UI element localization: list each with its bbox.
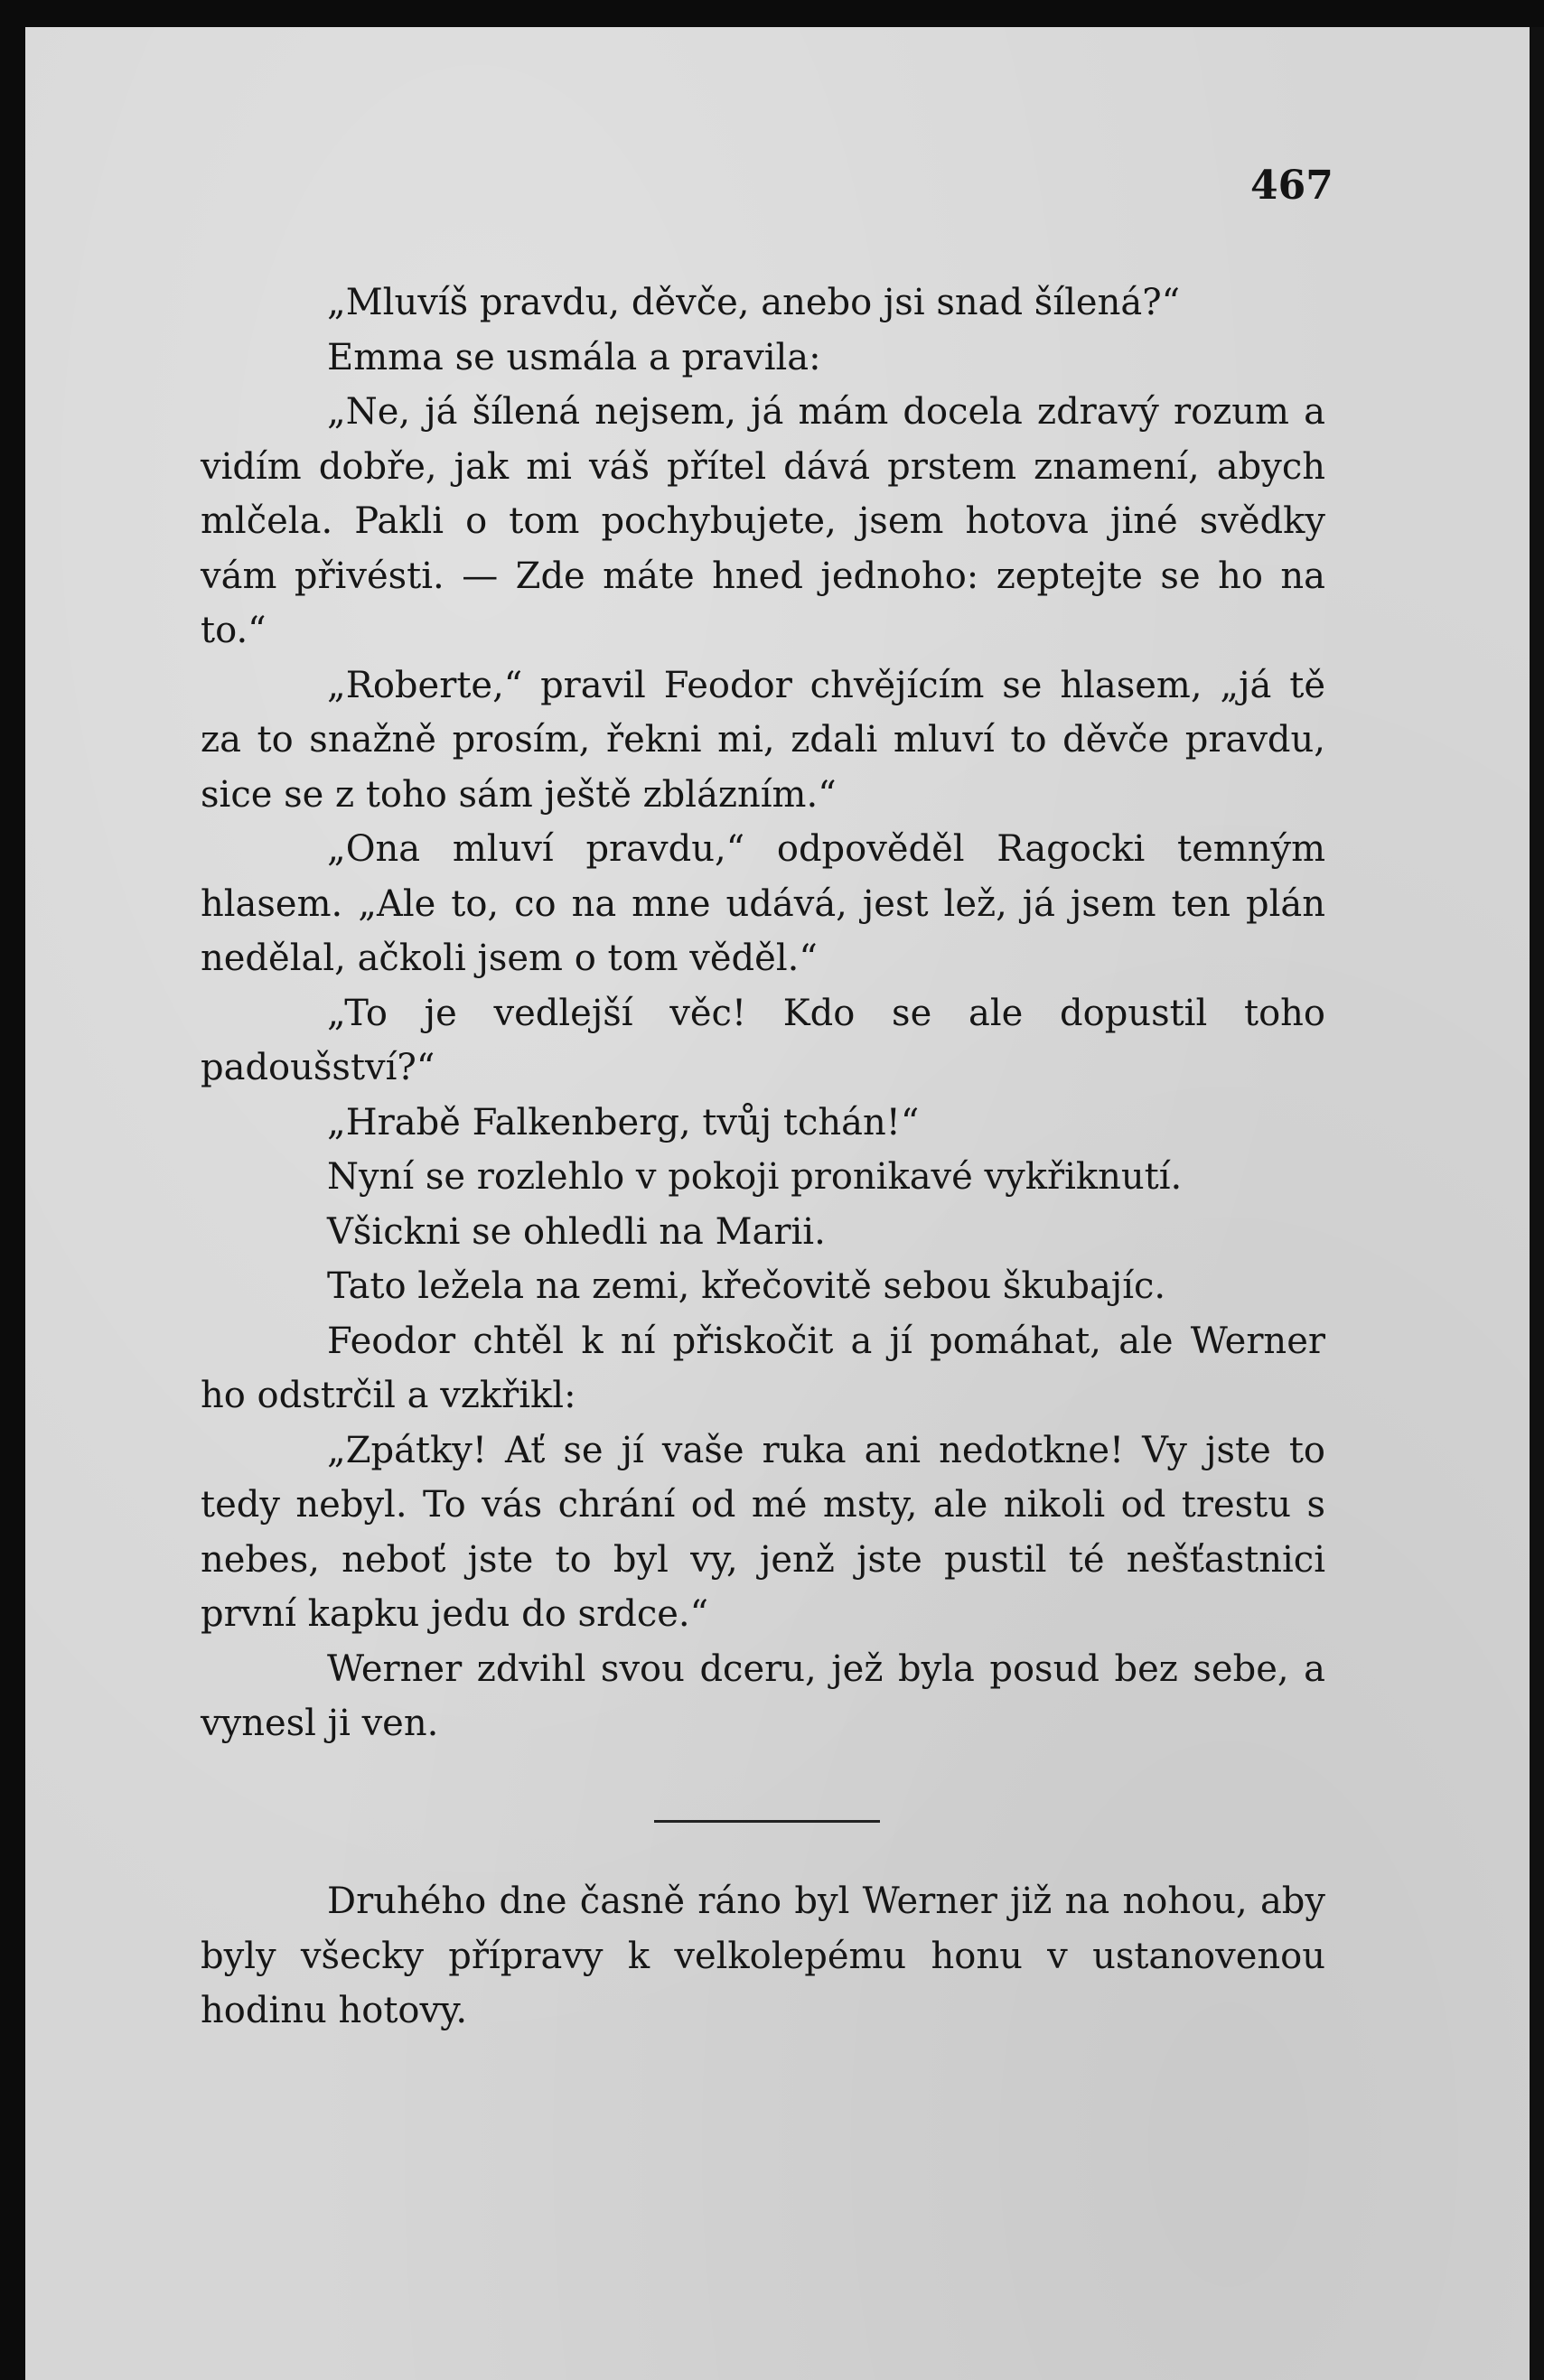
paragraph: „To je vedlejší věc! Kdo se ale dopustil toho padoušství?“ (201, 992, 1325, 1088)
scan-border-left (0, 0, 25, 2380)
paragraph: Všickni se ohledli na Marii. (327, 1210, 826, 1253)
scan-border-top (0, 0, 1544, 27)
paragraph: „Mluvíš pravdu, děvče, anebo jsi snad šílená?“ (327, 282, 1181, 323)
section-divider (654, 1820, 880, 1823)
paragraph: Werner zdvihl svou dceru, jež byla posud bez sebe, a vynesl ji ven. (201, 1647, 1325, 1744)
paragraph: Tato ležela na zemi, křečovitě sebou škubajíc. (327, 1265, 1166, 1307)
page-number: 467 (1250, 163, 1333, 209)
paragraph: Emma se usmála a pravila: (327, 336, 821, 378)
continued-text (201, 1874, 1325, 2039)
paragraph: Druhého dne časně ráno byl Werner již na nohou, aby byly všecky přípravy k velkolepému honu v ustanovenou hodinu hotovy. (201, 1881, 1325, 2031)
paragraph: „Ona mluví pravdu,“ odpověděl Ragocki temným hlasem. „Ale to, co na mne udává, jest lež, já jsem ten plán nedělal, ačkoli jsem o tom věděl.“ (201, 828, 1325, 979)
paragraph: Feodor chtěl k ní přiskočit a jí pomáhat, ale Werner ho odstrčil a vzkřikl: (201, 1320, 1325, 1416)
paragraph: „Ne, já šílená nejsem, já mám docela zdravý rozum a vidím dobře, jak mi váš přítel dává prstem znamení, abych mlčela. Pakli o tom pochybujete, jsem hotova jiné svědky vám přivésti. — Zde máte hned jednoho: zeptejte se ho na to.“ (201, 391, 1325, 651)
paragraph: „Zpátky! Ať se jí vaše ruka ani nedotkne! Vy jste to tedy nebyl. To vás chrání od mé msty, ale nikoli od trestu s nebes, neboť jste to byl vy, jenž jste pustil té nešťastnici první kapku jedu do srdce.“ (201, 1429, 1325, 1635)
paragraph: „Roberte,“ pravil Feodor chvějícím se hlasem, „já tě za to snažně prosím, řekni mi, zdali mluví to děvče pravdu, sice se z toho sám ještě zblázním.“ (201, 664, 1325, 816)
paragraph: Nyní se rozlehlo v pokoji pronikavé vykřiknutí. (327, 1156, 1183, 1198)
paragraph: „Hrabě Falkenberg, tvůj tchán!“ (327, 1101, 920, 1143)
main-text (201, 275, 1325, 1751)
